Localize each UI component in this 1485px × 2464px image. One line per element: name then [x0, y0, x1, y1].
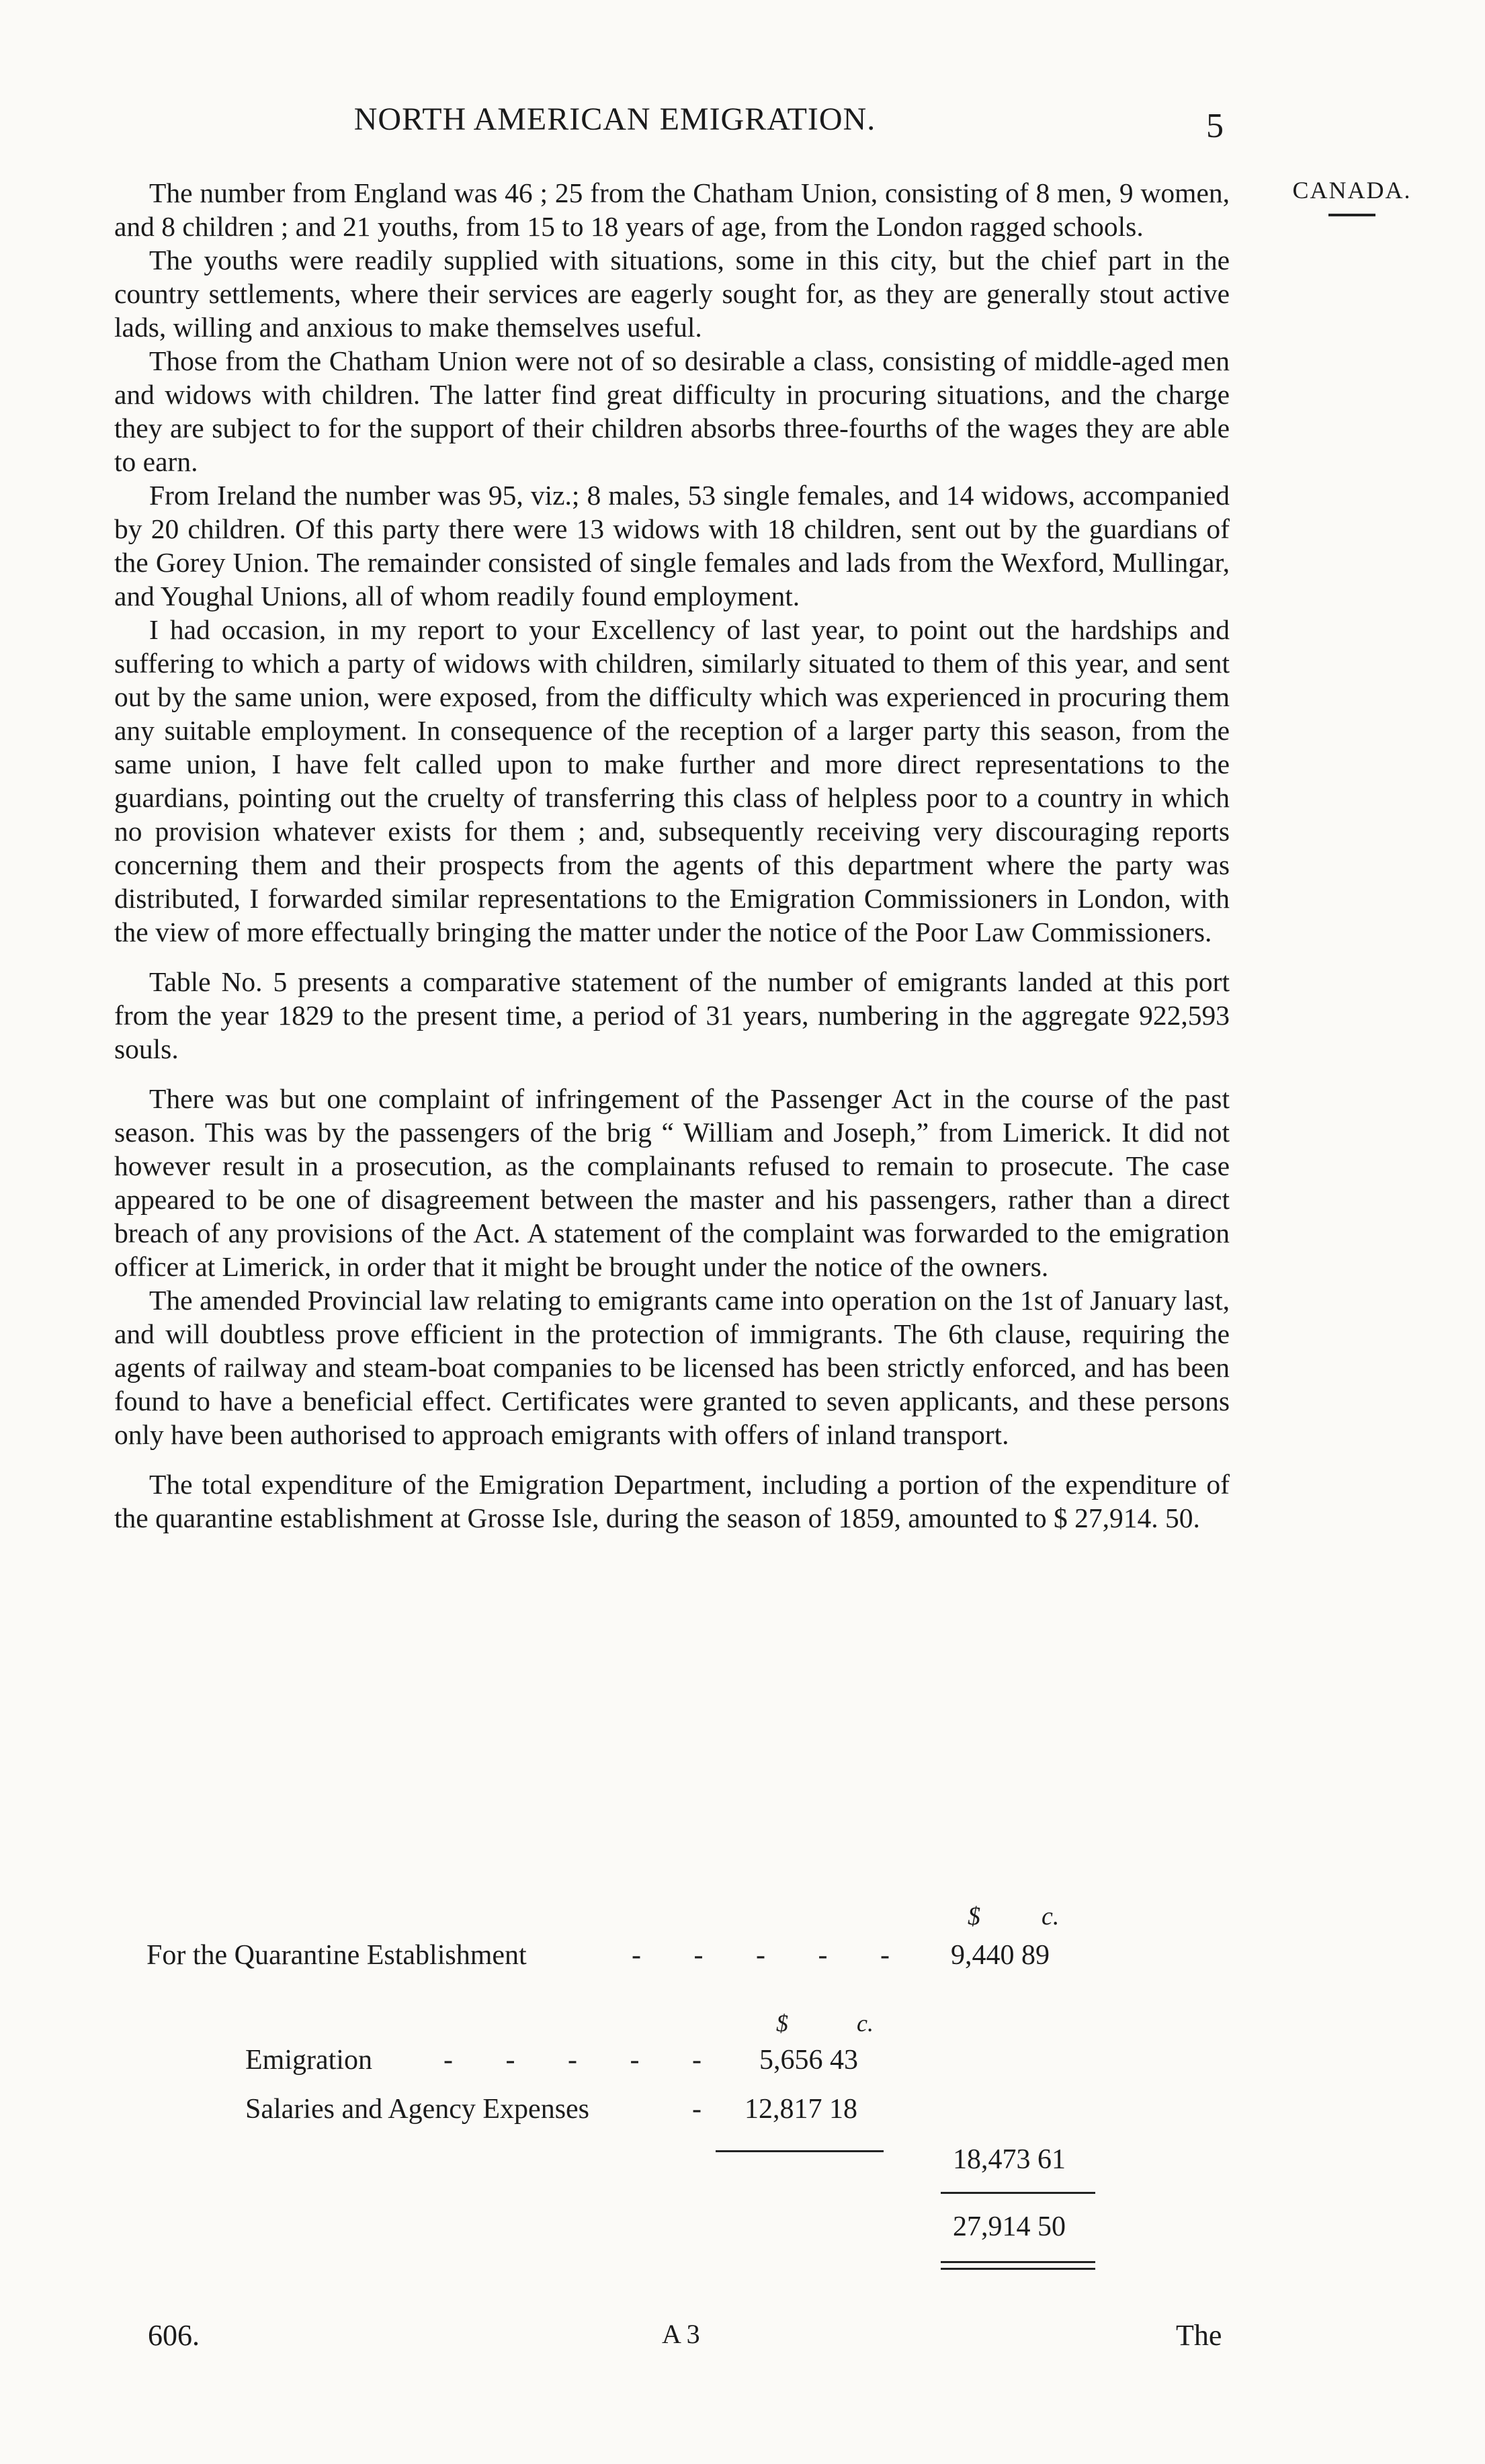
paragraph: The total expenditure of the Emigration Department, including a portion of the expenditure of the quarantine establishment at Grosse Isle, during the season of 1859, amounted to $ 27,914. 50. [114, 1469, 1230, 1533]
paragraph: Table No. 5 presents a comparative statement of the number of emigrants landed at this port from the year 1829 to the present time, a period of 31 years, numbering in the aggregate 922,593 souls. [114, 966, 1230, 1064]
margin-note-label: CANADA. [1292, 177, 1412, 204]
total-rule [941, 2192, 1095, 2194]
page-number: 5 [1206, 107, 1224, 145]
paragraph: The number from England was 46 ; 25 from the Chatham Union, consisting of 8 men, 9 women, and 8 children ; and 21 youths, from 15 to 18 years of age, from the London ragged schools. [114, 177, 1230, 242]
double-rule-top [941, 2261, 1095, 2263]
col-cents-header: c. [1042, 1902, 1060, 1930]
total-amount: 27,914 50 [953, 2211, 1066, 2242]
emigration-amount: 5,656 43 [759, 2045, 858, 2076]
salaries-leader: - [692, 2094, 702, 2125]
emigration-leader: - - - - - [443, 2045, 724, 2076]
subtotal-rule [716, 2150, 884, 2152]
footer-sheet-number: 606. [148, 2319, 200, 2352]
quarantine-amount: 9,440 89 [951, 1940, 1050, 1971]
subcol-cents-header: c. [857, 2010, 874, 2037]
emigration-label: Emigration [245, 2045, 372, 2076]
page-header-title: NORTH AMERICAN EMIGRATION. [353, 101, 876, 137]
subtotal-amount: 18,473 61 [953, 2144, 1066, 2175]
paragraph: Those from the Chatham Union were not of so desirable a class, consisting of middle-aged men and widows with children. The latter find great difficulty in procuring situations, and the charge they are subject to for the support of their children absorbs three-fourths of the wages they are able to earn. [114, 345, 1230, 477]
paragraph: I had occasion, in my report to your Excellency of last year, to point out the hardships and suffering to which a party of widows with children, similarly situated to them of this year, and sent out by the same union, were exposed, from the difficulty which was experienced in procuring them any suitable employment. In consequence of the reception of a larger party this season, from the same union, I have felt called upon to make further and more direct representations to the guardians, pointing out the cruelty of transferring this class of helpless poor to a country in which no provision whatever exists for them ; and, subsequently receiving very discouraging reports concerning them and their prospects from the agents of this department where the party was distributed, I forwarded similar representations to the Emigration Commissioners in London, with the view of more effectually bringing the matter under the notice of the Poor Law Commissioners. [114, 614, 1230, 947]
paragraph: From Ireland the number was 95, viz.; 8 males, 53 single females, and 14 widows, accompanied by 20 children. Of this party there were 13 widows with 18 children, sent out by the guardians of the Gorey Union. The remainder consisted of single females and lads from the Wexford, Mullingar, and Youghal Unions, all of whom readily found employment. [114, 480, 1230, 611]
salaries-label: Salaries and Agency Expenses [245, 2094, 590, 2125]
col-dollar-header: $ [968, 1902, 980, 1930]
paragraph: The youths were readily supplied with situations, some in this city, but the chief part in the country settlements, where their services are eagerly sought for, as they are generally stout active lads, willing and anxious to make themselves useful. [114, 245, 1230, 343]
salaries-amount: 12,817 18 [745, 2094, 857, 2125]
paragraph: The amended Provincial law relating to emigrants came into operation on the 1st of January last, and will doubtless prove efficient in the protection of immigrants. The 6th clause, requiring the agents of railway and steam-boat companies to be licensed has been strictly enforced, and has been found to have a beneficial effect. Certificates were granted to seven applicants, and these persons only have been authorised to approach emigrants with offers of inland transport. [114, 1285, 1230, 1450]
paragraph: There was but one complaint of infringement of the Passenger Act in the course of the past season. This was by the passengers of the brig “ William and Joseph,” from Limerick. It did not however result in a prosecution, as the complainants refused to remain to prosecute. The case appeared to be one of disagreement between the master and his passengers, rather than a direct breach of any provisions of the Act. A statement of the complaint was forwarded to the emigration officer at Limerick, in order that it might be brought under the notice of the owners. [114, 1083, 1230, 1282]
quarantine-label: For the Quarantine Establishment [146, 1940, 527, 1971]
footer-signature: A 3 [662, 2319, 700, 2349]
subcol-dollar-header: $ [776, 2010, 788, 2037]
footer-catchword: The [1176, 2319, 1222, 2352]
margin-note-rule [1328, 214, 1375, 216]
double-rule-bottom [941, 2268, 1095, 2270]
body-text [114, 176, 1230, 1535]
quarantine-leader: - - - - - [632, 1940, 913, 1971]
margin-note [1285, 176, 1419, 216]
